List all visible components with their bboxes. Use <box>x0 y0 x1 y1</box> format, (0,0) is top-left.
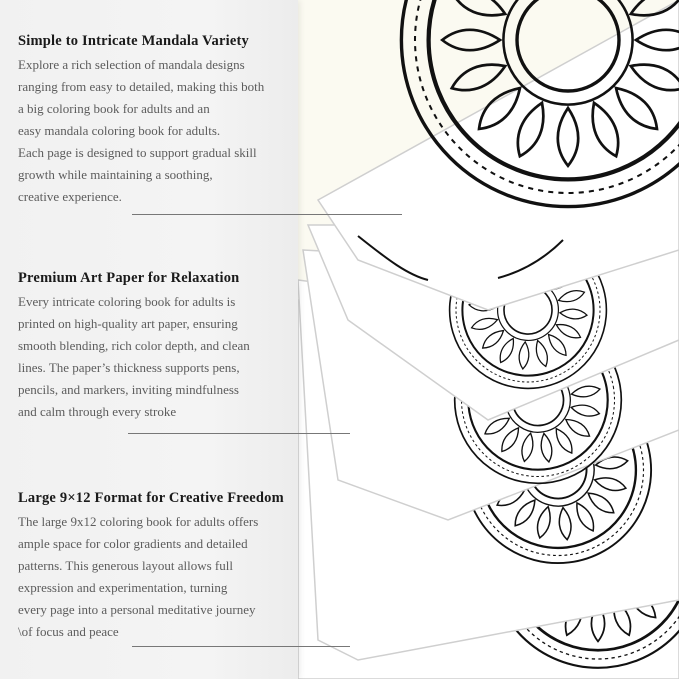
description-line: lines. The paper’s thickness supports pens, <box>18 360 240 375</box>
description-line: expression and experimentation, turning <box>18 580 228 595</box>
description-line: every page into a personal meditative journey <box>18 602 256 617</box>
description-line: pencils, and markers, inviting mindfulness <box>18 382 239 397</box>
page-1 <box>318 0 679 310</box>
description-line: Every intricate coloring book for adults is <box>18 294 236 309</box>
feature-description <box>18 54 296 208</box>
description-line: printed on high-quality art paper, ensuring <box>18 316 238 331</box>
callout-line-format <box>132 646 350 647</box>
description-line: ranging from easy to detailed, making this both <box>18 79 265 94</box>
description-line: easy mandala coloring book for adults. <box>18 123 221 138</box>
description-line: growth while maintaining a soothing, <box>18 167 213 182</box>
feature-section-format <box>18 490 296 643</box>
callout-line-paper <box>128 433 350 434</box>
feature-description <box>18 511 296 643</box>
description-line: and calm through every stroke <box>18 404 177 419</box>
feature-section-variety <box>18 33 296 208</box>
callout-line-variety <box>132 214 402 215</box>
description-line: a big coloring book for adults and an <box>18 101 210 116</box>
feature-title: Premium Art Paper for Relaxation <box>18 270 240 286</box>
feature-title: Simple to Intricate Mandala Variety <box>18 33 249 49</box>
description-line: smooth blending, rich color depth, and clean <box>18 338 250 353</box>
description-line: Explore a rich selection of mandala designs <box>18 57 245 72</box>
mandala-pages-illustration <box>298 0 679 679</box>
feature-title: Large 9×12 Format for Creative Freedom <box>18 490 284 506</box>
description-line: \of focus and peace <box>18 624 119 639</box>
description-line: creative experience. <box>18 189 122 204</box>
description-line: ample space for color gradients and detailed <box>18 536 248 551</box>
feature-description <box>18 291 296 423</box>
description-line: Each page is designed to support gradual skill <box>18 145 257 160</box>
description-line: patterns. This generous layout allows full <box>18 558 233 573</box>
feature-section-paper <box>18 270 296 423</box>
feature-text-panel <box>0 0 298 679</box>
description-line: The large 9x12 coloring book for adults offers <box>18 514 259 529</box>
